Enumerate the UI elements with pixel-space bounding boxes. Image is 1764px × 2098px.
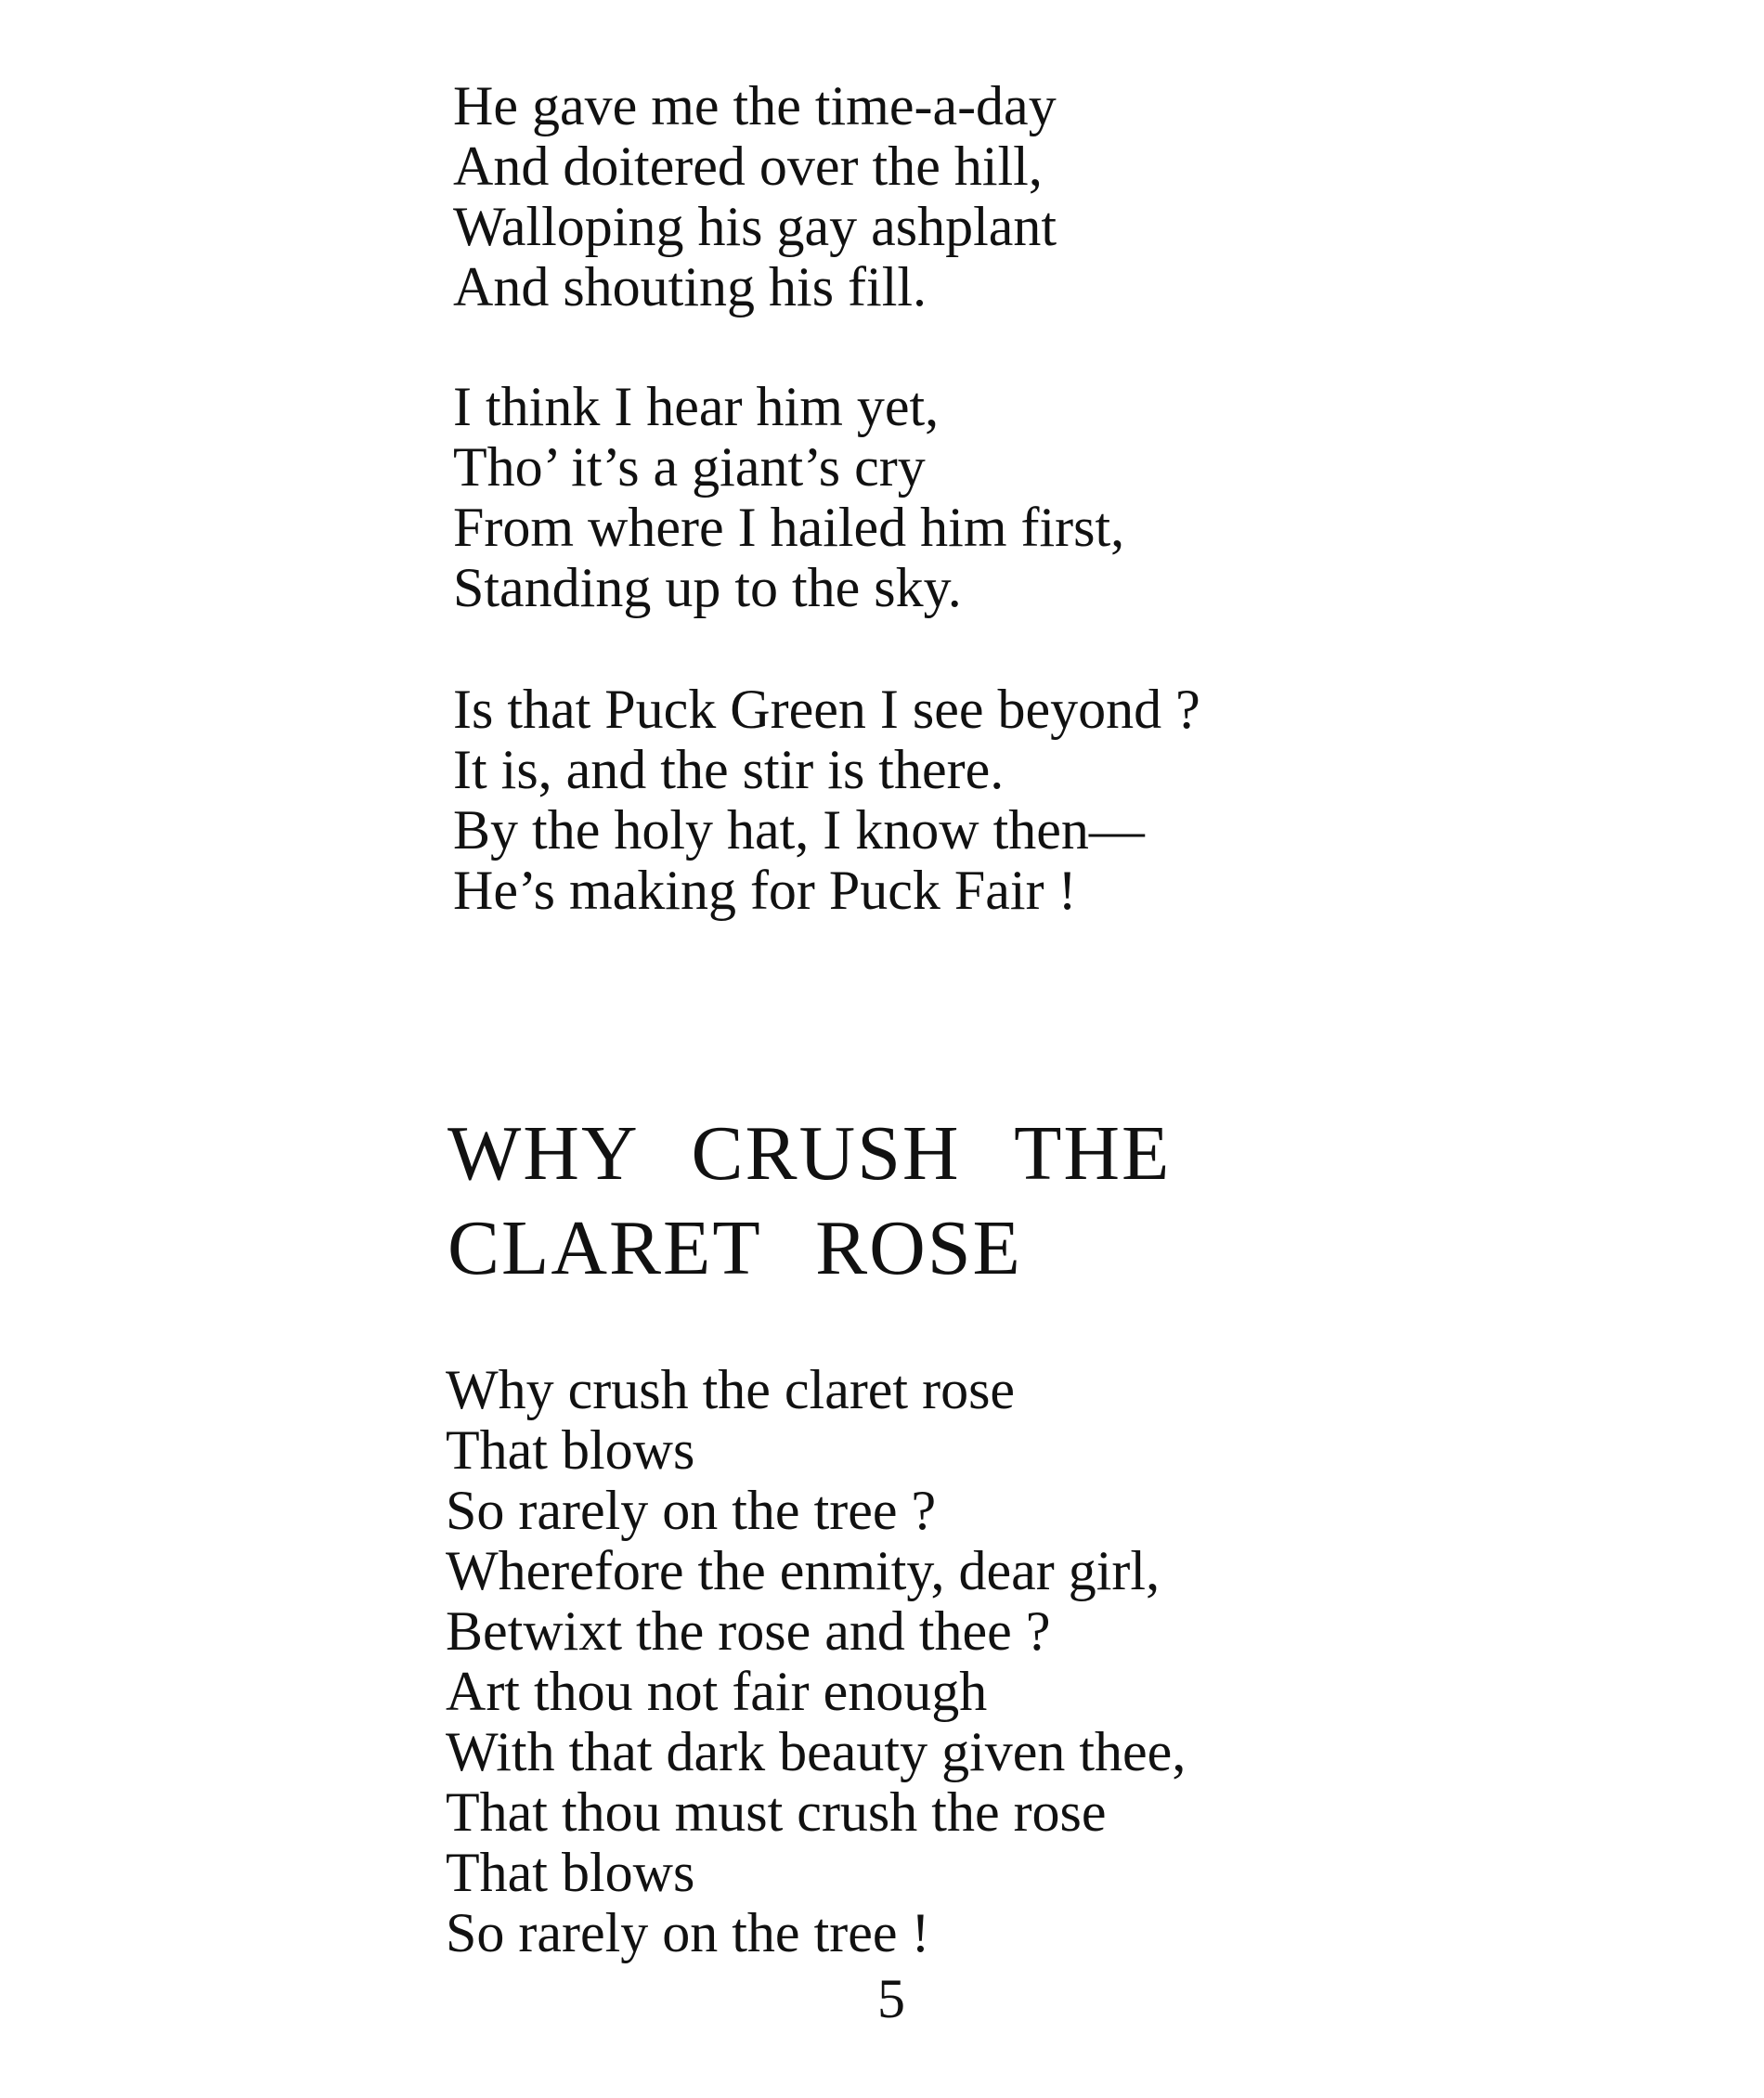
verse-line: That thou must crush the rose [446,1781,1107,1843]
verse-line: That blows [446,1419,695,1481]
poem-title [447,1107,1171,1296]
verse-line: I think I hear him yet, [453,376,940,437]
verse-line: Walloping his gay ashplant [453,196,1057,257]
verse-line: So rarely on the tree ? [446,1480,937,1541]
verse-line: Why crush the claret rose [446,1359,1016,1420]
verse-line: And doitered over the hill, [453,136,1043,197]
stanza [453,76,1057,317]
verse-line: So rarely on the tree ! [446,1902,930,1963]
verse-line: Standing up to the sky. [453,557,962,618]
verse-line: From where I hailed him first, [453,497,1125,558]
verse-line: Art thou not fair enough [446,1661,988,1722]
verse-line: Is that Puck Green I see beyond ? [453,679,1200,740]
verse-line: That blows [446,1842,695,1903]
poem-title-line: WHY CRUSH THE [447,1110,1172,1197]
verse-line: And shouting his fill. [453,256,927,317]
verse-line: By the holy hat, I know then— [453,799,1145,861]
stanza [453,377,1124,618]
verse-line: With that dark beauty given thee, [446,1721,1187,1782]
verse-line: Wherefore the enmity, dear girl, [446,1540,1161,1601]
verse-line: It is, and the stir is there. [453,739,1005,800]
poem-title-line: CLARET ROSE [447,1205,1022,1291]
poem-body [446,1360,1186,1963]
page-number: 5 [877,1968,905,2029]
verse-line: Tho’ it’s a giant’s cry [453,436,926,498]
verse-line: Betwixt the rose and thee ? [446,1600,1051,1662]
verse-line: He’s making for Puck Fair ! [453,860,1077,921]
stanza [453,680,1200,921]
verse-line: He gave me the time-a-day [453,75,1057,136]
